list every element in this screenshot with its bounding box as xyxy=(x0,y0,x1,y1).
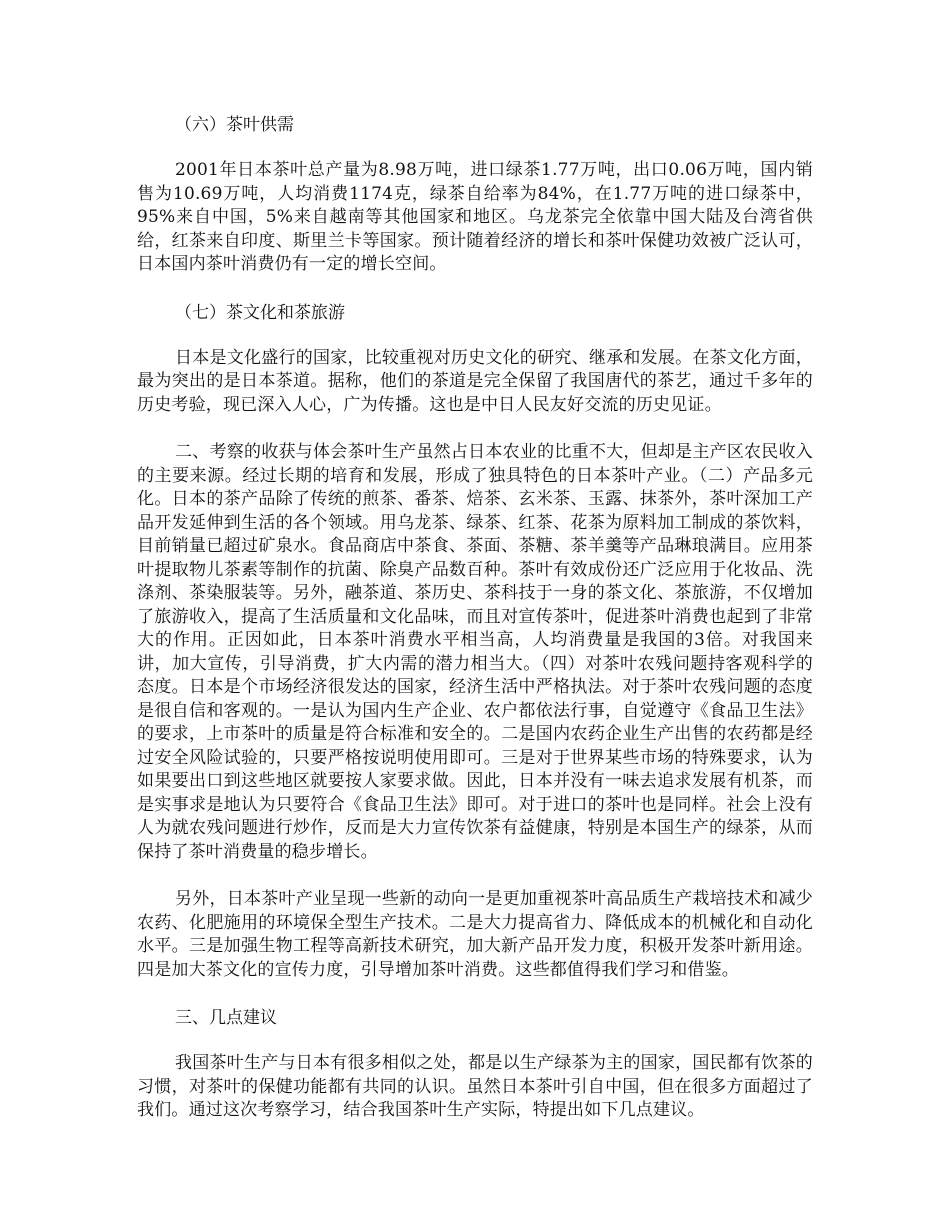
spacer xyxy=(137,982,813,1006)
paragraph-new-trends: 另外，日本茶叶产业呈现一些新的动向一是更加重视茶叶高品质生产栽培技术和减少农药、化肥施用的环境保全型生产技术。二是大力提高省力、降低成本的机械化和自动化水平。三是加强生物工程等高新技术研究，加大新产品开发力度，积极开发茶叶新用途。四是加大茶文化的宣传力度，引导增加茶叶消费。这些都值得我们学习和借鉴。 xyxy=(137,889,813,980)
document-body xyxy=(137,113,813,1123)
spacer xyxy=(137,417,813,441)
paragraph-tea-supply: 2001年日本茶叶总产量为8.98万吨，进口绿茶1.77万吨，出口0.06万吨，国内销售为10.69万吨，人均消费1174克，绿茶自给率为84%，在1.77万吨的进口绿茶中，95%来自中国，5%来自越南等其他国家和地区。乌龙茶完全依靠中国大陆及台湾省供给，红茶来自印度、斯里兰卡等国家。预计随着经济的增长和茶叶保健功效被广泛认可，日本国内茶叶消费仍有一定的增长空间。 xyxy=(137,160,813,274)
spacer xyxy=(137,277,813,301)
section-heading-tea-culture: （七）茶文化和茶旅游 xyxy=(175,302,345,323)
spacer xyxy=(137,864,813,888)
spacer xyxy=(137,137,813,159)
section-heading-suggestions: 三、几点建议 xyxy=(175,1008,277,1028)
paragraph-gains-and-insights: 二、考察的收获与体会茶叶生产虽然占日本农业的比重不大，但却是主产区农民收入的主要来源。经过长期的培育和发展，形成了独具特色的日本茶叶产业。（二）产品多元化。日本的茶产品除了传统的煎茶、番茶、焙茶、玄米茶、玉露、抹茶外，茶叶深加工产品开发延伸到生活的各个领域。用乌龙茶、绿茶、红茶、花茶为原料加工制成的茶饮料，目前销量已超过矿泉水。食品商店中茶食、茶面、茶糖、茶羊羹等产品琳琅满目。应用茶叶提取物儿茶素等制作的抗菌、除臭产品数百种。茶叶有效成份还广泛应用于化妆品、洗涤剂、茶染服装等。另外，融茶道、茶历史、茶科技于一身的茶文化、茶旅游，不仅增加了旅游收入，提高了生活质量和文化品味，而且对宣传茶叶，促进茶叶消费也起到了非常大的作用。正因如此，日本茶叶消费水平相当高，人均消费量是我国的3倍。对我国来讲，加大宣传，引导消费，扩大内需的潜力相当大。（四）对茶叶农残问题持客观科学的态度。日本是个市场经济很发达的国家，经济生活中严格执法。对于茶叶农残问题的态度是很自信和客观的。一是认为国内生产企业、农户都依法行事，自觉遵守《食品卫生法》的要求，上市茶叶的质量是符合标准和安全的。二是国内农药企业生产出售的农药都是经过安全风险试验的，只要严格按说明使用即可。三是对于世界某些市场的特殊要求，认为如果要出口到这些地区就要按人家要求做。因此，日本并没有一味去追求发展有机茶，而是实事求是地认为只要符合《食品卫生法》即可。对于进口的茶叶也是同样。社会上没有人为就农残问题进行炒作，反而是大力宣传饮茶有益健康，特别是本国生产的绿茶，从而保持了茶叶消费量的稳步增长。 xyxy=(137,442,813,862)
paragraph-tea-culture: 日本是文化盛行的国家，比较重视对历史文化的研究、继承和发展。在茶文化方面，最为突出的是日本茶道。据称，他们的茶道是完全保留了我国唐代的茶艺，通过千多年的历史考验，现已深入人心，广为传播。这也是中日人民友好交流的历史见证。 xyxy=(137,347,813,415)
section-heading-tea-supply: （六）茶叶供需 xyxy=(175,115,294,135)
spacer xyxy=(137,325,813,347)
spacer xyxy=(137,1030,813,1052)
paragraph-suggestions: 我国茶叶生产与日本有很多相似之处，都是以生产绿茶为主的国家，国民都有饮茶的习惯，对茶叶的保健功能都有共同的认识。虽然日本茶叶引自中国，但在很多方面超过了我们。通过这次考察学习，结合我国茶叶生产实际，特提出如下几点建议。 xyxy=(137,1053,813,1120)
